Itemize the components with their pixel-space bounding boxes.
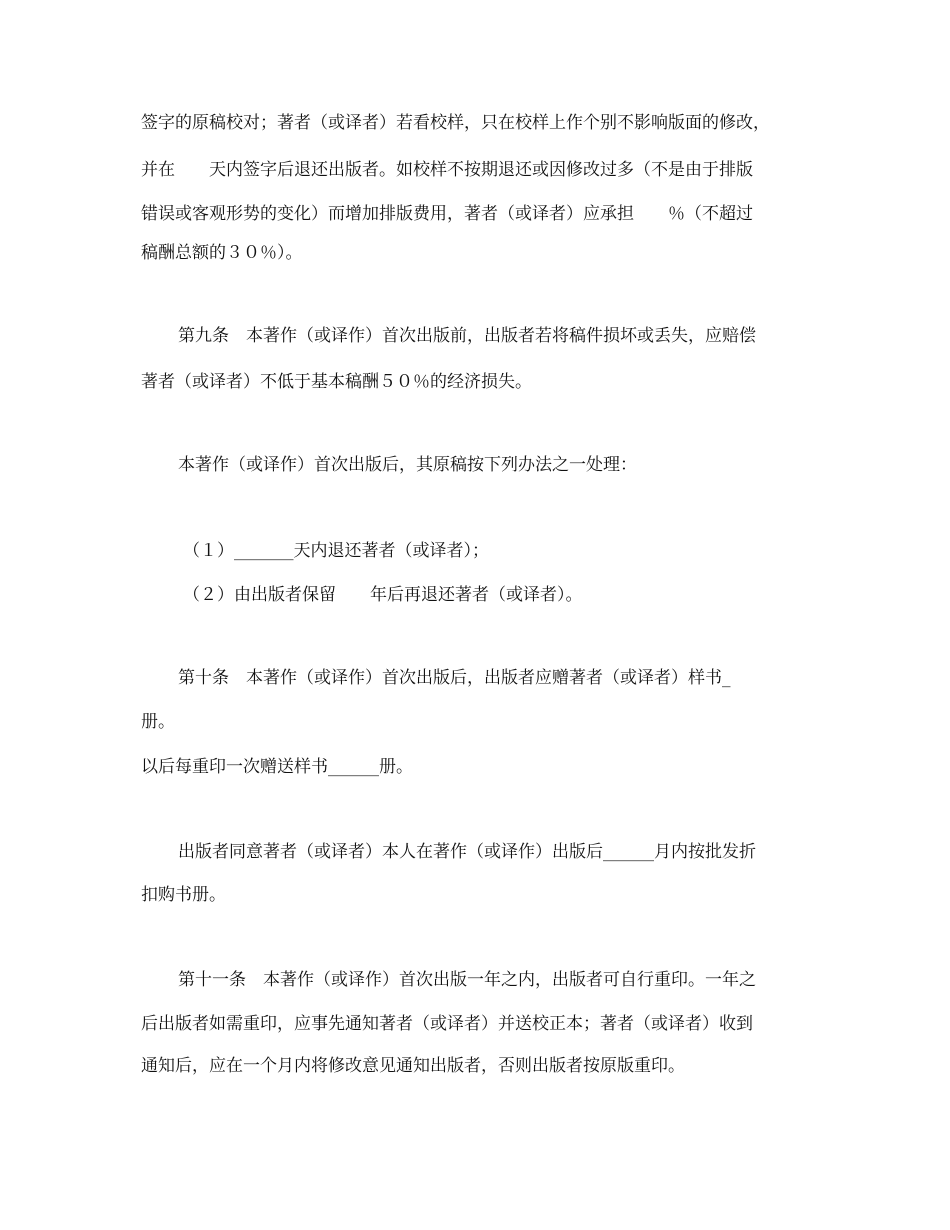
paragraph-line: 扣购书册。 (141, 885, 226, 905)
list-item: （２）由出版者保留 年后再退还著者（或译者）。 (183, 585, 583, 605)
paragraph-line: 签字的原稿校对；著者（或译者）若看校样，只在校样上作个别不影响版面的修改， (141, 113, 770, 133)
paragraph-line: 出版者同意著者（或译者）本人在著作（或译作）出版后______月内按批发折 (178, 842, 756, 862)
paragraph-line: 本著作（或译作）首次出版后，其原稿按下列办法之一处理： (178, 455, 637, 475)
paragraph-line: 并在 天内签字后退还出版者。如校样不按期退还或因修改过多（不是由于排版 (141, 160, 753, 180)
article-ten-line: 第十条 本著作（或译作）首次出版后，出版者应赠著者（或译者）样书_ (178, 668, 731, 688)
article-eleven-line: 第十一条 本著作（或译作）首次出版一年之内，出版者可自行重印。一年之 (178, 970, 756, 990)
paragraph-line: 册。 (141, 712, 175, 732)
paragraph-line: 通知后，应在一个月内将修改意见通知出版者，否则出版者按原版重印。 (141, 1056, 685, 1076)
article-nine-line: 第九条 本著作（或译作）首次出版前，出版者若将稿件损坏或丢失，应赔偿 (178, 326, 756, 346)
paragraph-line: 稿酬总额的３０％）。 (141, 243, 303, 263)
list-item: （１）_______天内退还著者（或译者）； (183, 541, 489, 561)
paragraph-line: 著者（或译者）不低于基本稿酬５０％的经济损失。 (141, 372, 532, 392)
paragraph-line: 后出版者如需重印，应事先通知著者（或译者）并送校正本；著者（或译者）收到 (141, 1014, 753, 1034)
paragraph-line: 以后每重印一次赠送样书______册。 (141, 757, 413, 777)
paragraph-line: 错误或客观形势的变化）而增加排版费用，著者（或译者）应承担 ％（不超过 (141, 204, 753, 224)
